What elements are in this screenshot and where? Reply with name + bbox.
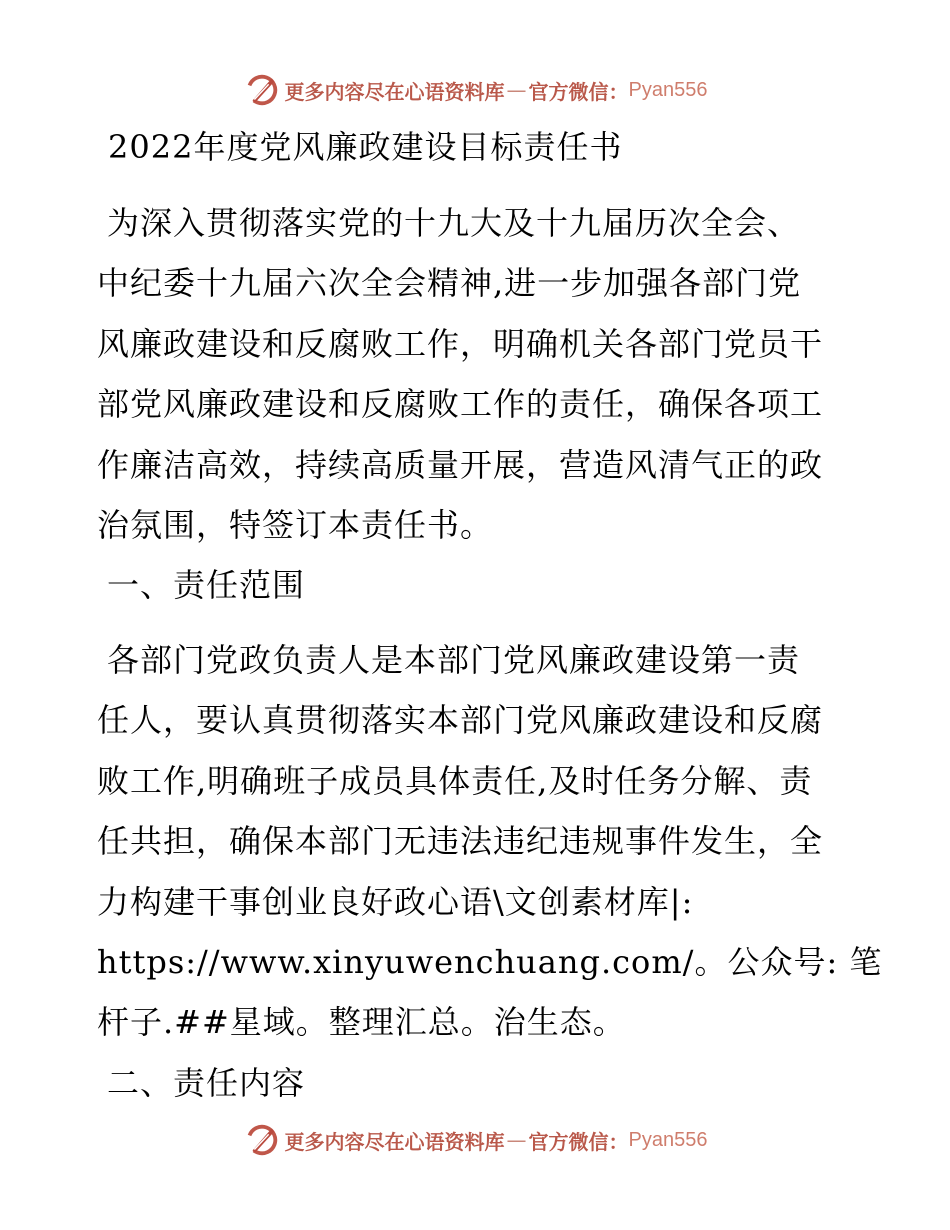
watermark-wechat-id: Pyan556 — [628, 78, 708, 101]
watermark-separator: — — [506, 78, 527, 102]
watermark-banner-bottom — [0, 1120, 950, 1160]
paragraph-line-url: https://www.xinyuwenchuang.com/。公众号: 笔 — [97, 942, 883, 981]
watermark-wechat-id: Pyan556 — [628, 1128, 708, 1151]
paragraph-line: 各部门党政负责人是本部门党风廉政建设第一责 — [107, 641, 801, 679]
scope-paragraph — [97, 630, 883, 1053]
watermark-brand-text: 更多内容尽在心语资料库 — [284, 79, 505, 104]
watermark-brand-text: 更多内容尽在心语资料库 — [284, 1129, 505, 1154]
section-heading-content — [107, 1053, 867, 1113]
document-title: 2022年度党风廉政建设目标责任书 — [108, 128, 623, 166]
paragraph-line: 为深入贯彻落实党的十九大及十九届历次全会、 — [107, 204, 801, 242]
quill-pen-icon — [243, 1121, 281, 1159]
paragraph-line: 败工作,明确班子成员具体责任,及时任务分解、责 — [97, 761, 813, 800]
paragraph-line: 部党风廉政建设和反腐败工作的责任，确保各项工 — [97, 385, 824, 424]
paragraph-line: 治氛围，特签订本责任书。 — [97, 505, 494, 544]
paragraph-line: 作廉洁高效，持续高质量开展，营造风清气正的政 — [97, 445, 824, 484]
paragraph-line: 任人，要认真贯彻落实本部门党风廉政建设和反腐 — [97, 701, 824, 740]
section-heading-text: 一、责任范围 — [107, 566, 306, 604]
watermark-separator: — — [506, 1128, 527, 1152]
paragraph-line: 力构建干事创业良好政心语\文创素材库|: — [97, 882, 694, 921]
watermark-banner-top — [0, 70, 950, 110]
paragraph-line: 杆子.##星域。整理汇总。治生态。 — [97, 1003, 626, 1042]
watermark-wechat-label: 官方微信： — [528, 1129, 629, 1154]
quill-pen-icon — [243, 71, 281, 109]
paragraph-line: 风廉政建设和反腐败工作，明确机关各部门党员干 — [97, 324, 824, 363]
paragraph-line: 中纪委十九届六次全会精神,进一步加强各部门党 — [97, 264, 802, 303]
section-heading-text: 二、责任内容 — [107, 1064, 306, 1102]
intro-paragraph — [97, 193, 857, 555]
section-heading-scope — [107, 555, 867, 615]
watermark-wechat-label: 官方微信： — [528, 79, 629, 104]
paragraph-line: 任共担，确保本部门无违法违纪违规事件发生，全 — [97, 822, 824, 861]
